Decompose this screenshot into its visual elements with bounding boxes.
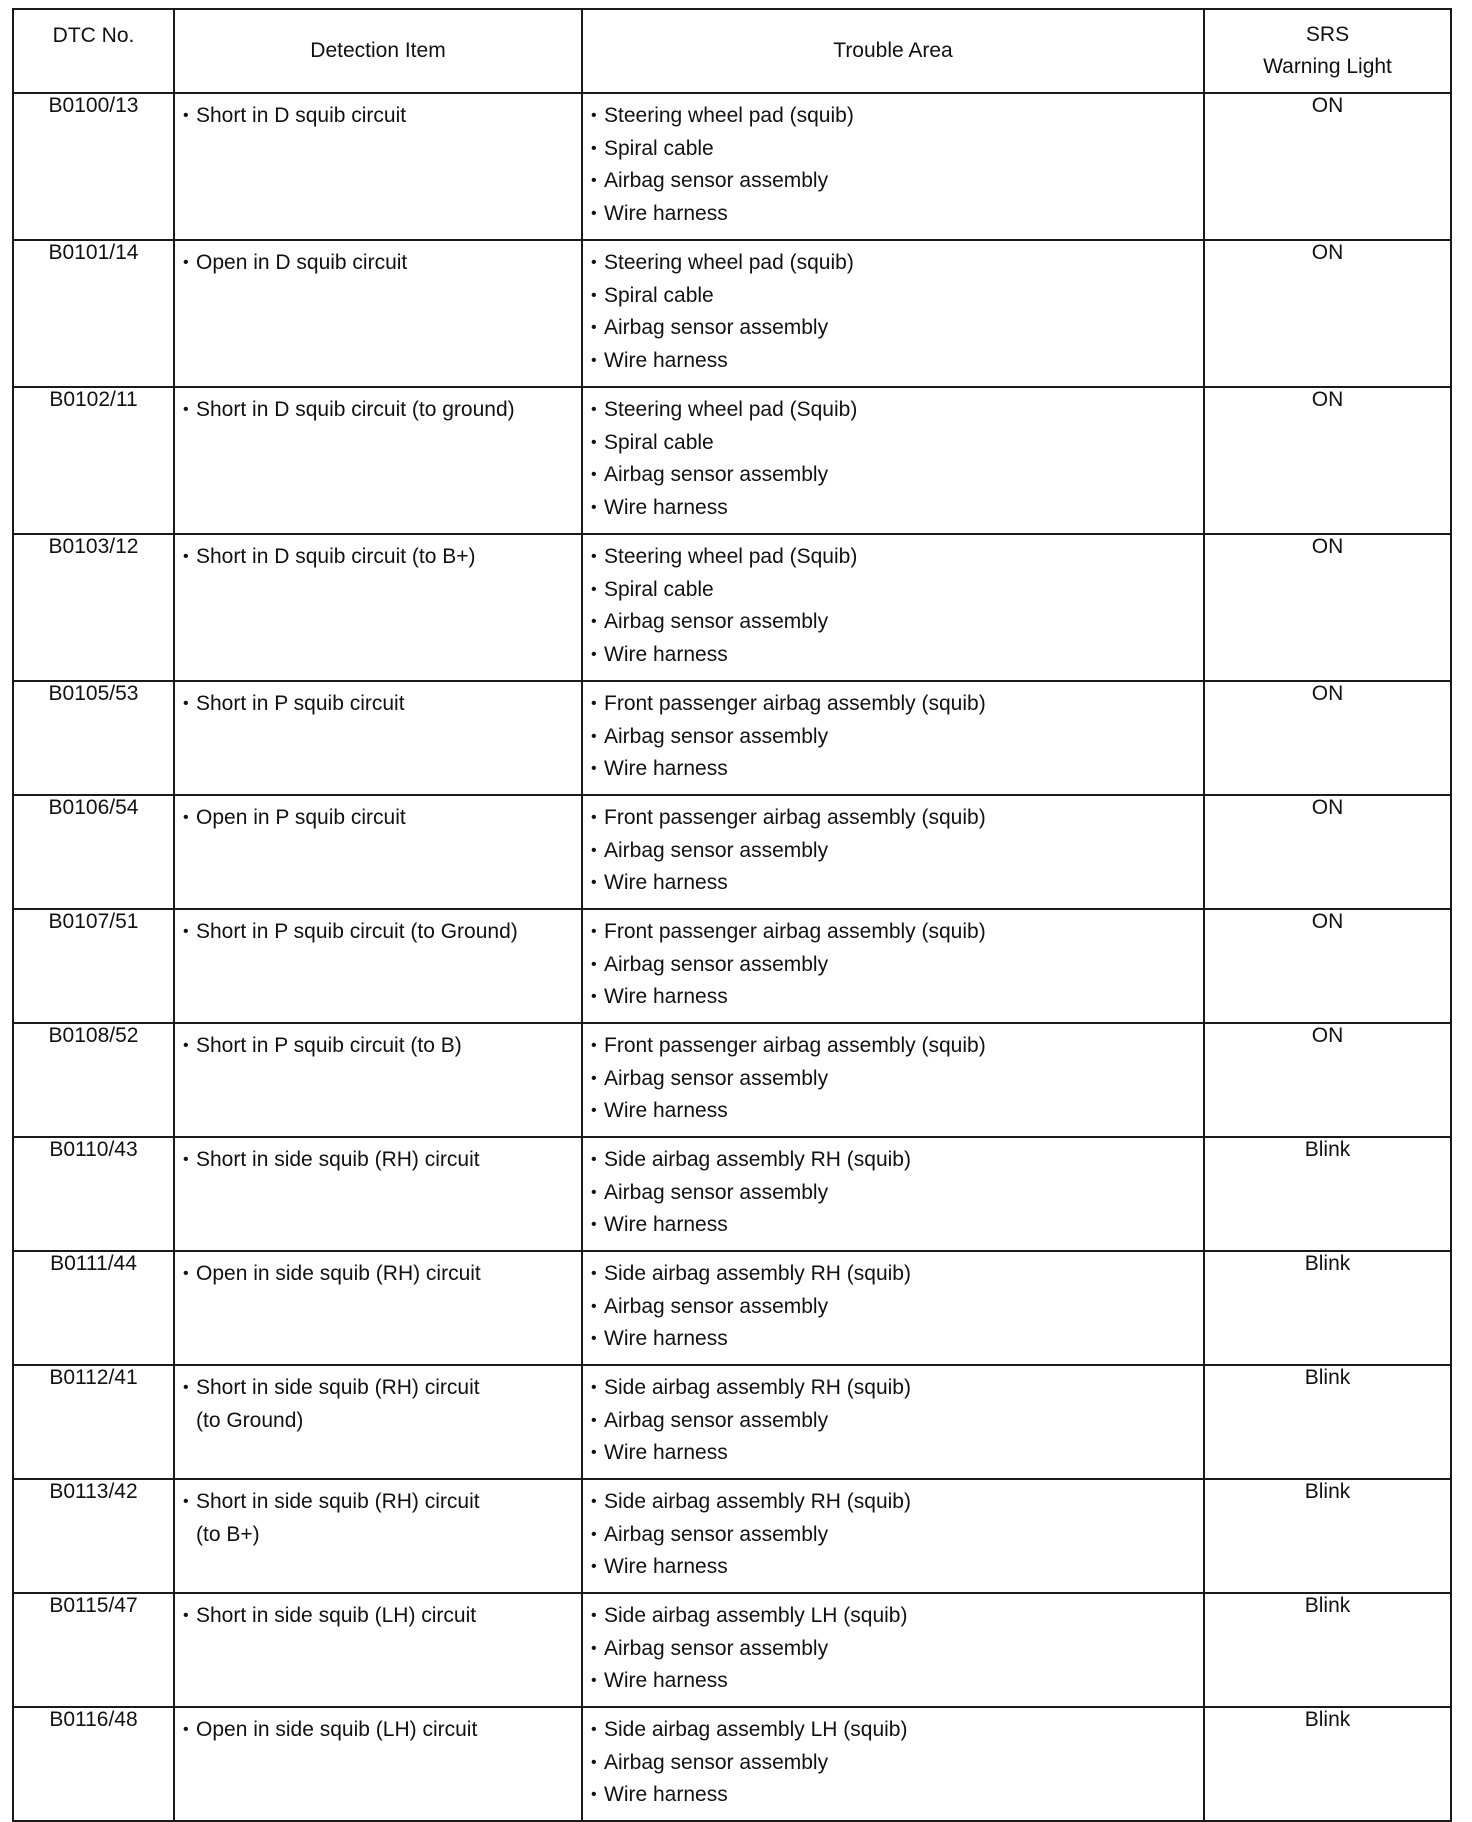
trouble-area-text: Spiral cable (604, 283, 714, 307)
detection-item-cell (174, 795, 582, 909)
trouble-area-cell (582, 795, 1204, 909)
trouble-area-item (591, 1405, 1195, 1438)
bullet-icon: • (591, 727, 597, 745)
srs-warning-light-cell: ON (1204, 240, 1451, 387)
dtc-number-cell: B0103/12 (13, 534, 174, 681)
srs-warning-light-cell: Blink (1204, 1707, 1451, 1821)
trouble-area-text: Wire harness (604, 985, 728, 1008)
bullet-icon: • (183, 695, 189, 712)
bullet-icon: • (591, 613, 597, 630)
table-row (13, 1365, 1451, 1479)
trouble-area-text: Front passenger airbag assembly (squib) (604, 1034, 986, 1057)
bullet-icon: • (591, 254, 597, 271)
trouble-area-item (591, 981, 1195, 1014)
detection-item-line (183, 394, 573, 427)
detection-item-line (183, 916, 573, 949)
bullet-icon: • (183, 1265, 189, 1282)
bullet-icon: • (591, 1379, 597, 1396)
trouble-area-text: Airbag sensor assembly (604, 838, 829, 862)
detection-item-line (183, 541, 573, 574)
trouble-area-text: Wire harness (604, 1213, 728, 1236)
trouble-area-item (591, 133, 1195, 166)
detection-item-cell (174, 1251, 582, 1365)
detection-item-text: Short in P squib circuit (to Ground) (196, 920, 518, 943)
trouble-area-text: Steering wheel pad (squib) (604, 104, 854, 127)
trouble-area-text: Airbag sensor assembly (604, 169, 829, 192)
trouble-area-cell (582, 93, 1204, 240)
table-row (13, 1479, 1451, 1593)
bullet-icon: • (591, 1607, 597, 1624)
table-row (13, 909, 1451, 1023)
trouble-area-item (591, 1144, 1195, 1177)
bullet-icon: • (183, 401, 189, 418)
srs-warning-light-cell: ON (1204, 1023, 1451, 1137)
detection-item-cell (174, 387, 582, 534)
trouble-area-text: Spiral cable (604, 136, 714, 160)
trouble-area-text: Steering wheel pad (squib) (604, 251, 854, 274)
detection-item-line (183, 247, 573, 280)
bullet-icon: • (591, 1330, 597, 1347)
trouble-area-item (591, 867, 1195, 900)
bullet-icon: • (183, 1037, 189, 1054)
trouble-area-item (591, 100, 1195, 133)
trouble-area-item (591, 802, 1195, 835)
bullet-icon: • (591, 645, 597, 663)
trouble-area-item (591, 1486, 1195, 1519)
detection-item-line (183, 100, 573, 133)
trouble-area-item (591, 1063, 1195, 1096)
dtc-number-cell: B0111/44 (13, 1251, 174, 1365)
srs-warning-light-cell: Blink (1204, 1593, 1451, 1707)
detection-item-text: Open in P squib circuit (196, 806, 406, 829)
bullet-icon: • (591, 1069, 597, 1087)
table-body (13, 93, 1451, 1821)
detection-item-text: Short in side squib (RH) circuit (196, 1376, 480, 1399)
trouble-area-item (591, 1095, 1195, 1128)
trouble-area-item (591, 721, 1195, 754)
dtc-number-cell: B0110/43 (13, 1137, 174, 1251)
bullet-icon: • (183, 809, 189, 826)
bullet-icon: • (183, 548, 189, 565)
srs-warning-light-cell: Blink (1204, 1479, 1451, 1593)
table-row (13, 1251, 1451, 1365)
trouble-area-cell (582, 1251, 1204, 1365)
dtc-number-cell: B0113/42 (13, 1479, 174, 1593)
detection-item-cell (174, 240, 582, 387)
trouble-area-item (591, 1600, 1195, 1633)
srs-warning-light-cell: ON (1204, 795, 1451, 909)
trouble-area-text: Airbag sensor assembly (604, 1522, 829, 1546)
trouble-area-cell (582, 1707, 1204, 1821)
trouble-area-text: Wire harness (604, 1441, 728, 1464)
detection-item-text: Short in P squib circuit (196, 692, 405, 715)
table-row (13, 240, 1451, 387)
table-row (13, 795, 1451, 909)
trouble-area-text: Airbag sensor assembly (604, 724, 829, 748)
table-row (13, 681, 1451, 795)
dtc-table (12, 8, 1452, 1822)
trouble-area-item (591, 639, 1195, 672)
dtc-number-cell: B0101/14 (13, 240, 174, 387)
trouble-area-text: Front passenger airbag assembly (squib) (604, 920, 986, 943)
bullet-icon: • (591, 1037, 597, 1054)
trouble-area-text: Airbag sensor assembly (604, 610, 829, 633)
trouble-area-text: Wire harness (604, 1669, 728, 1692)
trouble-area-item (591, 394, 1195, 427)
detection-item-cell (174, 909, 582, 1023)
bullet-icon: • (591, 1102, 597, 1119)
detection-item-text: Short in side squib (RH) circuit (196, 1148, 480, 1171)
bullet-icon: • (591, 1444, 597, 1461)
trouble-area-text: Side airbag assembly RH (squib) (604, 1262, 911, 1285)
srs-warning-light-cell: ON (1204, 681, 1451, 795)
bullet-icon: • (591, 955, 597, 973)
trouble-area-item (591, 541, 1195, 574)
detection-item-line (183, 1519, 573, 1552)
trouble-area-cell (582, 1137, 1204, 1251)
bullet-icon: • (183, 1493, 189, 1510)
bullet-icon: • (591, 1721, 597, 1738)
dtc-number-cell: B0107/51 (13, 909, 174, 1023)
table-row (13, 1137, 1451, 1251)
trouble-area-item (591, 492, 1195, 525)
detection-item-cell (174, 534, 582, 681)
trouble-area-text: Airbag sensor assembly (604, 1180, 829, 1204)
trouble-area-item (591, 1551, 1195, 1584)
trouble-area-item (591, 949, 1195, 982)
trouble-area-cell (582, 1593, 1204, 1707)
trouble-area-item (591, 1323, 1195, 1356)
bullet-icon: • (591, 809, 597, 826)
detection-item-line (183, 688, 573, 721)
bullet-icon: • (591, 433, 597, 451)
trouble-area-item (591, 1030, 1195, 1063)
trouble-area-text: Airbag sensor assembly (604, 1408, 829, 1432)
dtc-number-cell: B0116/48 (13, 1707, 174, 1821)
bullet-icon: • (591, 1297, 597, 1315)
detection-item-line (183, 1030, 573, 1063)
trouble-area-text: Steering wheel pad (Squib) (604, 398, 858, 421)
detection-item-text: (to Ground) (196, 1408, 304, 1432)
trouble-area-text: Front passenger airbag assembly (squib) (604, 806, 986, 829)
detection-item-cell (174, 1137, 582, 1251)
trouble-area-text: Side airbag assembly RH (squib) (604, 1148, 911, 1171)
trouble-area-item (591, 574, 1195, 607)
bullet-icon: • (591, 1672, 597, 1689)
bullet-icon: • (591, 1639, 597, 1657)
detection-item-text: Short in P squib circuit (to B) (196, 1034, 462, 1057)
trouble-area-item (591, 1714, 1195, 1747)
srs-warning-light-cell: ON (1204, 909, 1451, 1023)
header-dtc-no: DTC No. (13, 9, 174, 93)
trouble-area-text: Side airbag assembly RH (squib) (604, 1376, 911, 1399)
trouble-area-item (591, 247, 1195, 280)
bullet-icon: • (591, 172, 597, 189)
trouble-area-item (591, 688, 1195, 721)
bullet-icon: • (591, 988, 597, 1005)
bullet-icon: • (591, 351, 597, 369)
detection-item-cell (174, 93, 582, 240)
trouble-area-text: Side airbag assembly LH (squib) (604, 1718, 908, 1741)
bullet-icon: • (183, 1151, 189, 1168)
detection-item-cell (174, 1365, 582, 1479)
bullet-icon: • (591, 498, 597, 516)
detection-item-cell (174, 1707, 582, 1821)
detection-item-line (183, 1714, 573, 1747)
bullet-icon: • (591, 1265, 597, 1282)
trouble-area-text: Steering wheel pad (Squib) (604, 545, 858, 568)
detection-item-line (183, 802, 573, 835)
bullet-icon: • (591, 319, 597, 336)
bullet-icon: • (591, 760, 597, 777)
trouble-area-item (591, 280, 1195, 313)
detection-item-cell (174, 1023, 582, 1137)
table-row (13, 534, 1451, 681)
trouble-area-text: Front passenger airbag assembly (squib) (604, 692, 986, 715)
trouble-area-text: Wire harness (604, 871, 728, 894)
trouble-area-text: Wire harness (604, 642, 728, 666)
trouble-area-text: Wire harness (604, 495, 728, 519)
table-row (13, 1707, 1451, 1821)
detection-item-line (183, 1258, 573, 1291)
trouble-area-item (591, 345, 1195, 378)
bullet-icon: • (183, 254, 189, 271)
trouble-area-text: Airbag sensor assembly (604, 316, 829, 339)
trouble-area-text: Spiral cable (604, 430, 714, 454)
bullet-icon: • (591, 286, 597, 304)
bullet-icon: • (591, 1786, 597, 1803)
detection-item-text: Open in side squib (RH) circuit (196, 1262, 481, 1285)
trouble-area-text: Wire harness (604, 1327, 728, 1350)
trouble-area-item (591, 753, 1195, 786)
dtc-number-cell: B0106/54 (13, 795, 174, 909)
trouble-area-item (591, 1519, 1195, 1552)
bullet-icon: • (591, 401, 597, 418)
table-row (13, 1023, 1451, 1137)
detection-item-line (183, 1600, 573, 1633)
trouble-area-item (591, 1209, 1195, 1242)
trouble-area-cell (582, 387, 1204, 534)
bullet-icon: • (591, 1411, 597, 1429)
dtc-number-cell: B0112/41 (13, 1365, 174, 1479)
bullet-icon: • (591, 1151, 597, 1168)
trouble-area-cell (582, 1479, 1204, 1593)
bullet-icon: • (183, 1379, 189, 1396)
trouble-area-item (591, 916, 1195, 949)
detection-item-text: Short in side squib (LH) circuit (196, 1604, 477, 1627)
trouble-area-item (591, 198, 1195, 231)
detection-item-cell (174, 1593, 582, 1707)
dtc-number-cell: B0108/52 (13, 1023, 174, 1137)
srs-warning-light-cell: ON (1204, 534, 1451, 681)
detection-item-line (183, 1144, 573, 1177)
trouble-area-item (591, 1747, 1195, 1780)
trouble-area-item (591, 312, 1195, 345)
detection-item-text: Open in D squib circuit (196, 251, 408, 274)
table-row (13, 93, 1451, 240)
trouble-area-cell (582, 1023, 1204, 1137)
header-srs-line1: SRS (1305, 23, 1350, 46)
trouble-area-text: Airbag sensor assembly (604, 463, 829, 486)
table-header (13, 9, 1451, 93)
bullet-icon: • (591, 695, 597, 712)
bullet-icon: • (183, 107, 189, 124)
detection-item-line (183, 1486, 573, 1519)
dtc-number-cell: B0100/13 (13, 93, 174, 240)
bullet-icon: • (591, 1216, 597, 1233)
trouble-area-item (591, 1291, 1195, 1324)
trouble-area-item (591, 1665, 1195, 1698)
detection-item-line (183, 1372, 573, 1405)
bullet-icon: • (591, 107, 597, 124)
header-row (13, 9, 1451, 93)
detection-item-cell (174, 681, 582, 795)
bullet-icon: • (591, 139, 597, 157)
bullet-icon: • (591, 204, 597, 222)
dtc-number-cell: B0105/53 (13, 681, 174, 795)
trouble-area-cell (582, 240, 1204, 387)
bullet-icon: • (591, 1493, 597, 1510)
trouble-area-text: Airbag sensor assembly (604, 1066, 829, 1090)
bullet-icon: • (591, 874, 597, 891)
srs-warning-light-cell: ON (1204, 387, 1451, 534)
bullet-icon: • (591, 923, 597, 940)
trouble-area-text: Airbag sensor assembly (604, 1750, 829, 1774)
header-trouble-area: Trouble Area (582, 9, 1204, 93)
trouble-area-item (591, 835, 1195, 868)
bullet-icon: • (183, 923, 189, 940)
bullet-icon: • (591, 466, 597, 483)
trouble-area-cell (582, 909, 1204, 1023)
trouble-area-item (591, 606, 1195, 639)
bullet-icon: • (591, 548, 597, 565)
trouble-area-text: Airbag sensor assembly (604, 1636, 829, 1660)
trouble-area-cell (582, 534, 1204, 681)
bullet-icon: • (183, 1607, 189, 1624)
dtc-number-cell: B0115/47 (13, 1593, 174, 1707)
trouble-area-item (591, 165, 1195, 198)
trouble-area-text: Wire harness (604, 201, 728, 225)
detection-item-text: Short in D squib circuit (to ground) (196, 398, 515, 421)
header-srs-warning-light (1204, 9, 1451, 93)
trouble-area-text: Airbag sensor assembly (604, 952, 829, 976)
trouble-area-cell (582, 1365, 1204, 1479)
trouble-area-item (591, 1177, 1195, 1210)
srs-warning-light-cell: Blink (1204, 1251, 1451, 1365)
trouble-area-item (591, 1633, 1195, 1666)
detection-item-text: (to B+) (196, 1522, 260, 1546)
detection-item-text: Short in side squib (RH) circuit (196, 1490, 480, 1513)
trouble-area-item (591, 427, 1195, 460)
bullet-icon: • (591, 841, 597, 859)
detection-item-cell (174, 1479, 582, 1593)
bullet-icon: • (591, 1183, 597, 1201)
table-row (13, 387, 1451, 534)
srs-warning-light-cell: ON (1204, 93, 1451, 240)
trouble-area-text: Wire harness (604, 757, 728, 780)
trouble-area-item (591, 1779, 1195, 1812)
trouble-area-text: Airbag sensor assembly (604, 1294, 829, 1318)
detection-item-text: Short in D squib circuit (196, 104, 407, 127)
bullet-icon: • (591, 1558, 597, 1575)
header-detection-item: Detection Item (174, 9, 582, 93)
bullet-icon: • (591, 1753, 597, 1771)
trouble-area-item (591, 1437, 1195, 1470)
detection-item-text: Open in side squib (LH) circuit (196, 1718, 478, 1741)
trouble-area-item (591, 1258, 1195, 1291)
trouble-area-text: Wire harness (604, 1099, 728, 1122)
dtc-number-cell: B0102/11 (13, 387, 174, 534)
header-srs-line2: Warning Light (1263, 55, 1392, 78)
trouble-area-cell (582, 681, 1204, 795)
trouble-area-item (591, 459, 1195, 492)
detection-item-line (183, 1405, 573, 1438)
trouble-area-text: Side airbag assembly LH (squib) (604, 1604, 908, 1627)
bullet-icon: • (183, 1721, 189, 1738)
bullet-icon: • (591, 580, 597, 598)
trouble-area-text: Wire harness (604, 1555, 728, 1578)
trouble-area-item (591, 1372, 1195, 1405)
trouble-area-text: Side airbag assembly RH (squib) (604, 1490, 911, 1513)
trouble-area-text: Spiral cable (604, 577, 714, 601)
srs-warning-light-cell: Blink (1204, 1137, 1451, 1251)
trouble-area-text: Wire harness (604, 348, 728, 372)
trouble-area-text: Wire harness (604, 1783, 728, 1806)
table-row (13, 1593, 1451, 1707)
srs-warning-light-cell: Blink (1204, 1365, 1451, 1479)
bullet-icon: • (591, 1525, 597, 1543)
detection-item-text: Short in D squib circuit (to B+) (196, 545, 476, 568)
